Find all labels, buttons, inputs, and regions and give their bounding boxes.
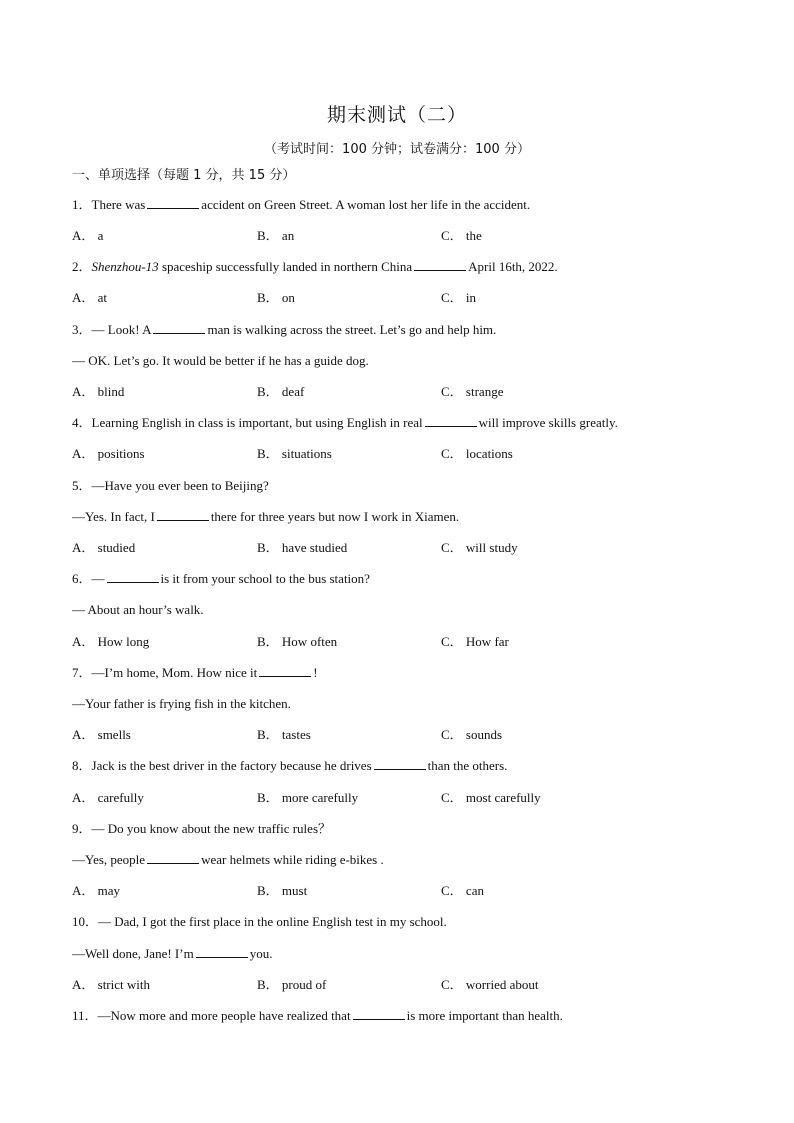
option-c: C． can	[441, 883, 484, 898]
option-a: A． blind	[72, 384, 125, 399]
question-5-line-2: —Yes. In fact, I there for three years but now I work in Xiamen.	[72, 509, 460, 524]
question-2: 2．Shenzhou-13 spaceship successfully landed in northern China April 16th, 2022.	[72, 259, 558, 274]
option-c: C． in	[441, 290, 477, 305]
answer-blank	[196, 945, 248, 958]
option-c: C． locations	[441, 446, 513, 461]
page-title: 期末测试（二）	[326, 104, 467, 126]
question-number: 10．	[72, 914, 99, 929]
question-8: 8．Jack is the best driver in the factory because he drives than the others.	[72, 758, 508, 773]
option-a: A． may	[72, 883, 121, 898]
option-c: C． most carefully	[441, 790, 541, 805]
question-number: 8．	[72, 758, 92, 773]
option-b: B． deaf	[257, 384, 305, 399]
question-7: 7．—I’m home, Mom. How nice it !	[72, 665, 318, 680]
answer-blank	[259, 664, 311, 677]
question-3-line-2: — OK. Let’s go. It would be better if he has a guide dog.	[72, 353, 369, 368]
question-1: 1．There was accident on Green Street. A woman lost her life in the accident.	[72, 197, 531, 212]
question-number: 9．	[72, 821, 92, 836]
option-b: B． on	[257, 290, 295, 305]
question-number: 11．	[72, 1008, 98, 1023]
question-number: 3．	[72, 322, 92, 337]
option-c: C． strange	[441, 384, 504, 399]
option-a: A． How long	[72, 634, 150, 649]
option-a: A． at	[72, 290, 108, 305]
option-b: B． must	[257, 883, 308, 898]
answer-blank	[147, 196, 199, 209]
option-b: B． situations	[257, 446, 332, 461]
option-b: B． tastes	[257, 727, 311, 742]
question-7-line-2: —Your father is frying fish in the kitchen.	[72, 696, 291, 711]
question-number: 4．	[72, 415, 92, 430]
question-10: 10．— Dad, I got the first place in the online English test in my school.	[72, 914, 447, 929]
answer-blank	[425, 414, 477, 427]
answer-blank	[147, 851, 199, 864]
option-a: A． carefully	[72, 790, 144, 805]
option-c: C． will study	[441, 540, 518, 555]
option-c: C． the	[441, 228, 482, 243]
exam-info: （考试时间：100 分钟；试卷满分：100 分）	[264, 142, 530, 157]
answer-blank	[374, 757, 426, 770]
question-number: 1．	[72, 197, 92, 212]
option-b: B． an	[257, 228, 295, 243]
option-a: A． positions	[72, 446, 145, 461]
answer-blank	[157, 508, 209, 521]
option-c: C． How far	[441, 634, 509, 649]
question-number: 6．	[72, 571, 92, 586]
option-c: C． worried about	[441, 977, 539, 992]
question-number: 7．	[72, 665, 92, 680]
section-heading: 一、单项选择（每题 1 分，共 15 分）	[72, 168, 296, 183]
question-9-line-2: —Yes, people wear helmets while riding e-bikes .	[72, 852, 384, 867]
question-11: 11．—Now more and more people have realized that is more important than health.	[72, 1008, 563, 1023]
question-6: 6．— is it from your school to the bus station?	[72, 571, 370, 586]
option-a: A． strict with	[72, 977, 150, 992]
answer-blank	[353, 1007, 405, 1020]
question-5: 5．—Have you ever been to Beijing?	[72, 478, 269, 493]
answer-blank	[107, 570, 159, 583]
question-6-line-2: — About an hour’s walk.	[72, 602, 204, 617]
option-b: B． How often	[257, 634, 338, 649]
option-c: C． sounds	[441, 727, 503, 742]
answer-blank	[153, 321, 205, 334]
question-number: 2．	[72, 259, 92, 274]
option-b: B． proud of	[257, 977, 327, 992]
question-4: 4．Learning English in class is important, but using English in real will improve skills greatly.	[72, 415, 618, 430]
answer-blank	[414, 258, 466, 271]
option-a: A． a	[72, 228, 104, 243]
option-b: B． have studied	[257, 540, 348, 555]
option-a: A． smells	[72, 727, 131, 742]
question-9: 9．— Do you know about the new traffic rules？	[72, 821, 332, 836]
option-a: A． studied	[72, 540, 136, 555]
question-number: 5．	[72, 478, 92, 493]
question-3: 3．— Look! A man is walking across the street. Let’s go and help him.	[72, 322, 497, 337]
question-10-line-2: —Well done, Jane! I’m you.	[72, 946, 273, 961]
option-b: B． more carefully	[257, 790, 359, 805]
